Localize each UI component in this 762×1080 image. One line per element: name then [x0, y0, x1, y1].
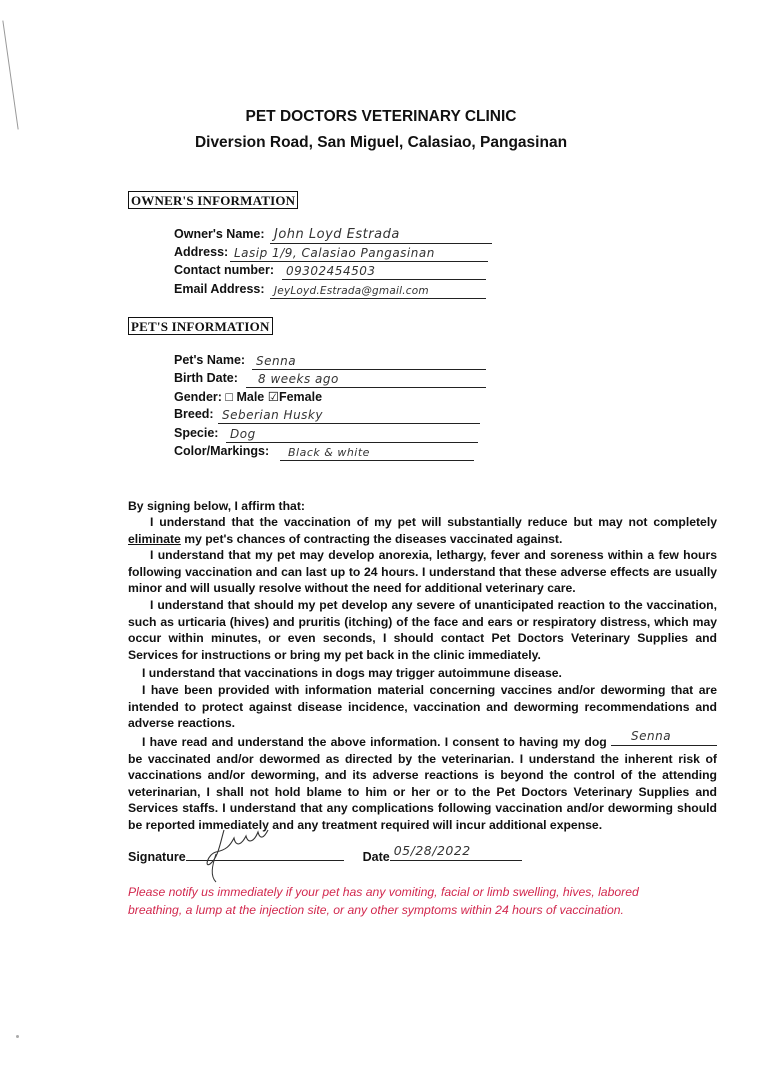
affirmation-paragraph-3: I understand that should my pet develop any severe of unanticipated reaction to the vaccination, such as urticaria (hives) and pruritis (itching) of the face and ears or respiratory distress, which may occur within minutes, or even seconds, I should contact Pet Doctors Veterinary Supplies and Services for instructions or bring my pet back in the clinic immediately. [128, 598, 717, 662]
signature-scribble [206, 824, 286, 884]
breed-label: Breed: [174, 407, 214, 421]
breed-field[interactable] [218, 405, 480, 424]
birth-date-value: 8 weeks ago [258, 372, 339, 386]
date-field[interactable] [390, 843, 522, 861]
p1-underlined: eliminate [128, 531, 181, 546]
signature-label: Signature [128, 850, 186, 864]
contact-label: Contact number: [174, 263, 274, 277]
gender-label: Gender: [174, 390, 222, 404]
pet-name-field[interactable] [252, 351, 486, 370]
affirmation-paragraph-6 [128, 729, 717, 834]
male-checkbox[interactable]: □ [225, 390, 233, 404]
address-label: Address: [174, 245, 229, 259]
specie-row [174, 426, 256, 444]
color-field[interactable] [280, 442, 474, 461]
affirmation-paragraph-1 [128, 514, 717, 547]
breed-row [174, 407, 323, 425]
contact-row [174, 263, 376, 281]
email-label: Email Address: [174, 282, 265, 296]
color-label: Color/Markings: [174, 444, 270, 458]
clinic-address: Diversion Road, San Miguel, Calasiao, Pangasinan [194, 134, 568, 151]
specie-value: Dog [230, 427, 256, 441]
affirmation-paragraph-4: I understand that vaccinations in dogs may trigger autoimmune disease. [142, 666, 562, 680]
color-value: Black & white [288, 446, 370, 459]
date-value: 05/28/2022 [393, 843, 471, 858]
birth-date-row [174, 371, 339, 389]
specie-field[interactable] [226, 424, 478, 443]
female-checkbox[interactable]: ☑ [267, 390, 279, 404]
owner-section-title: OWNER'S INFORMATION [128, 191, 298, 209]
address-field[interactable] [230, 243, 488, 262]
dog-name-value: Senna [631, 729, 672, 744]
address-value: Lasip 1/9, Calasiao Pangasinan [234, 246, 435, 260]
p6-pre: I have read and understand the above information. I consent to having my dog [142, 735, 607, 749]
clinic-name: PET DOCTORS VETERINARY CLINIC [245, 108, 517, 125]
pet-name-row [174, 353, 297, 371]
pet-section-title: PET'S INFORMATION [128, 317, 273, 335]
p6-post: be vaccinated and/or dewormed as directed by the veterinarian. I understand the inherent risk of vaccinations and/or deworming, and its adverse reactions is beyond the control of the attending veterinarian, I shall not hold blame to him or her or to the Pet Doctors Veterinary Supplies and Services staffs. I understand that any complications following vaccination and/or deworming should be reported immediately and any treatment required will incur additional expense. [128, 751, 717, 832]
male-label: Male [236, 390, 265, 404]
birth-date-field[interactable] [246, 369, 486, 388]
specie-label: Specie: [174, 426, 219, 440]
email-value: JeyLoyd.Estrada@gmail.com [274, 285, 429, 297]
owner-name-value: John Loyd Estrada [274, 227, 400, 242]
scan-dot [16, 1035, 19, 1038]
pet-name-label: Pet's Name: [174, 353, 246, 367]
signature-field[interactable] [186, 846, 344, 861]
affirmation-paragraph-2: I understand that my pet may develop anorexia, lethargy, fever and soreness within a few hours following vaccination and can last up to 24 hours. I understand that these adverse effects are usually minor and will usually resolve without the need for additional veterinary care. [128, 548, 717, 596]
notice-text: Please notify us immediately if your pet has any vomiting, facial or limb swelling, hives, labored breathing, a lump at the injection site, or any other symptoms within 24 hours of vaccination. [128, 885, 639, 917]
owner-name-label: Owner's Name: [174, 227, 265, 241]
owner-name-field[interactable] [270, 225, 492, 244]
breed-value: Seberian Husky [222, 408, 323, 422]
email-field[interactable] [270, 280, 486, 299]
signature-row [128, 843, 522, 864]
female-label: Female [278, 390, 323, 404]
p1-post: my pet's chances of contracting the diseases vaccinated against. [180, 531, 563, 546]
email-row [174, 282, 429, 300]
birth-date-label: Birth Date: [174, 371, 238, 385]
contact-field[interactable] [282, 261, 486, 280]
contact-value: 09302454503 [286, 264, 376, 278]
dog-name-field[interactable] [611, 729, 717, 746]
date-label: Date [362, 850, 390, 864]
affirmation-intro: By signing below, I affirm that: [128, 499, 305, 513]
address-row [174, 245, 435, 263]
p1-pre: I understand that the vaccination of my pet will substantially reduce but may not completely [150, 515, 717, 529]
affirmation-paragraph-5: I have been provided with information material concerning vaccines and/or deworming that are intended to protect against disease incidence, vaccination and deworming recommendations and adverse reactions. [128, 683, 717, 731]
color-row [174, 444, 370, 462]
pet-name-value: Senna [256, 354, 297, 368]
